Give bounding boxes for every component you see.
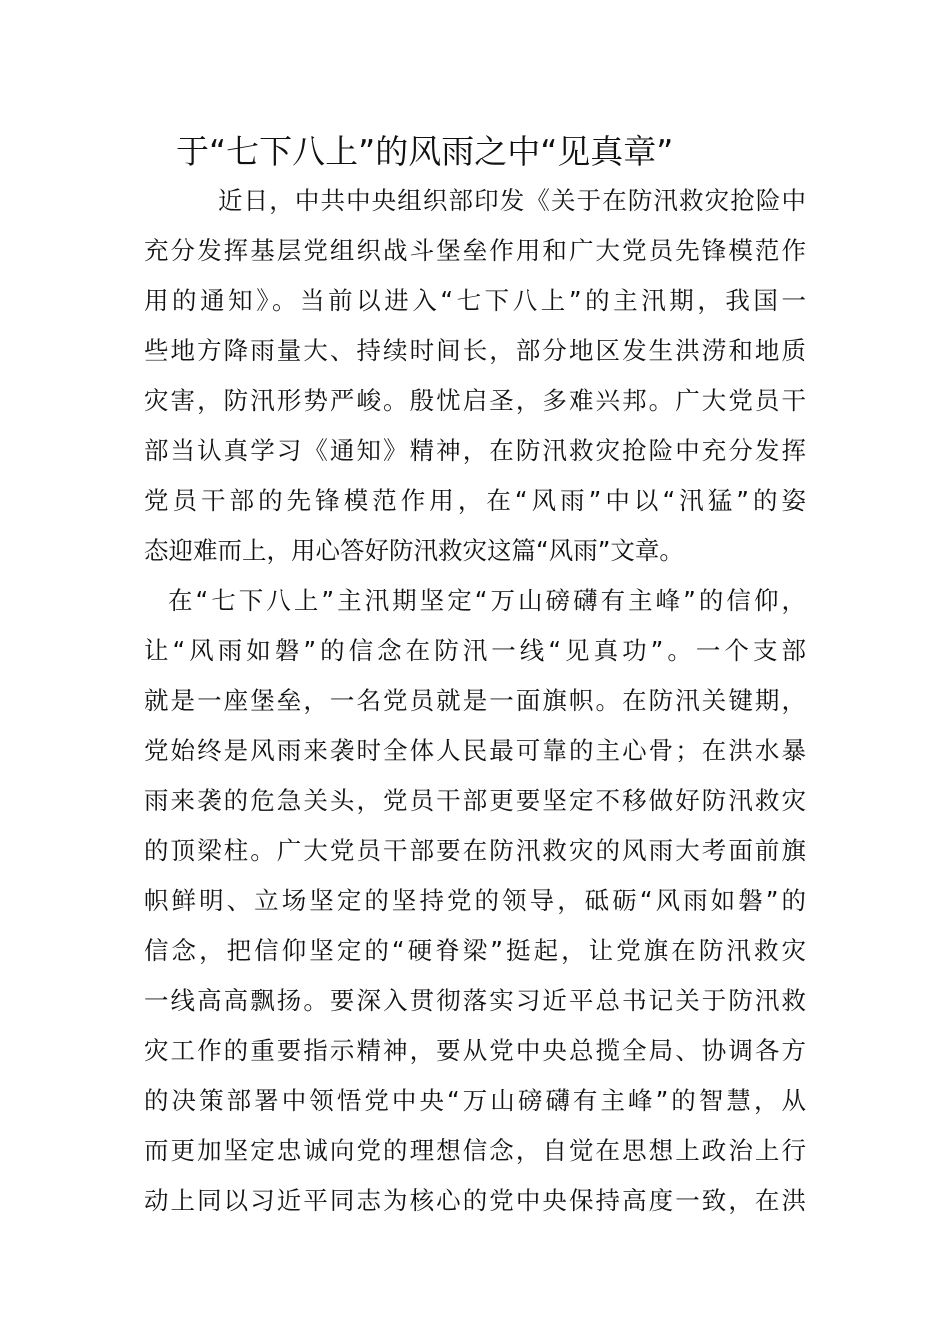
paragraph-2-line-7: 帜鲜明、立场坚定的坚持党的领导，砥砺“风雨如磐”的 — [144, 886, 806, 915]
paragraph-1-line-2: 充分发挥基层党组织战斗堡垒作用和广大党员先锋模范作 — [144, 236, 806, 265]
paragraph-2-line-5: 雨来袭的危急关头，党员干部更要坚定不移做好防汛救灾 — [144, 786, 806, 815]
document-body — [144, 176, 806, 1226]
paragraph-2-line-9: 一线高高飘扬。要深入贯彻落实习近平总书记关于防汛救 — [144, 986, 806, 1015]
paragraph-2-line-10: 灾工作的重要指示精神，要从党中央总揽全局、协调各方 — [144, 1036, 806, 1065]
paragraph-1-line-6: 部当认真学习《通知》精神，在防汛救灾抢险中充分发挥 — [144, 436, 806, 465]
paragraph-1-line-1: 近日，中共中央组织部印发《关于在防汛救灾抢险中 — [218, 186, 806, 215]
paragraph-2-line-8: 信念，把信仰坚定的“硬脊梁”挺起，让党旗在防汛救灾 — [144, 936, 806, 965]
paragraph-2-line-4: 党始终是风雨来袭时全体人民最可靠的主心骨；在洪水暴 — [144, 736, 806, 765]
paragraph-2-line-6: 的顶梁柱。广大党员干部要在防汛救灾的风雨大考面前旗 — [144, 836, 806, 865]
paragraph-2-line-2: 让“风雨如磐”的信念在防汛一线“见真功”。一个支部 — [144, 636, 806, 665]
document-title: 于“七下八上”的风雨之中“见真章” — [176, 132, 674, 171]
paragraph-1-line-4: 些地方降雨量大、持续时间长，部分地区发生洪涝和地质 — [144, 336, 806, 365]
paragraph-2-line-1: 在“七下八上”主汛期坚定“万山磅礴有主峰”的信仰， — [168, 586, 806, 615]
paragraph-2-line-12: 而更加坚定忠诚向党的理想信念，自觉在思想上政治上行 — [144, 1136, 806, 1165]
paragraph-1-line-8: 态迎难而上，用心答好防汛救灾这篇“风雨”文章。 — [144, 536, 684, 565]
paragraph-2-line-13: 动上同以习近平同志为核心的党中央保持高度一致，在洪 — [144, 1186, 806, 1215]
paragraph-2-line-11: 的决策部署中领悟党中央“万山磅礴有主峰”的智慧，从 — [144, 1086, 806, 1115]
paragraph-1-line-3: 用的通知》。当前以进入“七下八上”的主汛期，我国一 — [144, 286, 806, 315]
paragraph-1-line-7: 党员干部的先锋模范作用，在“风雨”中以“汛猛”的姿 — [144, 486, 806, 515]
paragraph-2-line-3: 就是一座堡垒，一名党员就是一面旗帜。在防汛关键期， — [144, 686, 806, 715]
paragraph-1-line-5: 灾害，防汛形势严峻。殷忧启圣，多难兴邦。广大党员干 — [144, 386, 806, 415]
